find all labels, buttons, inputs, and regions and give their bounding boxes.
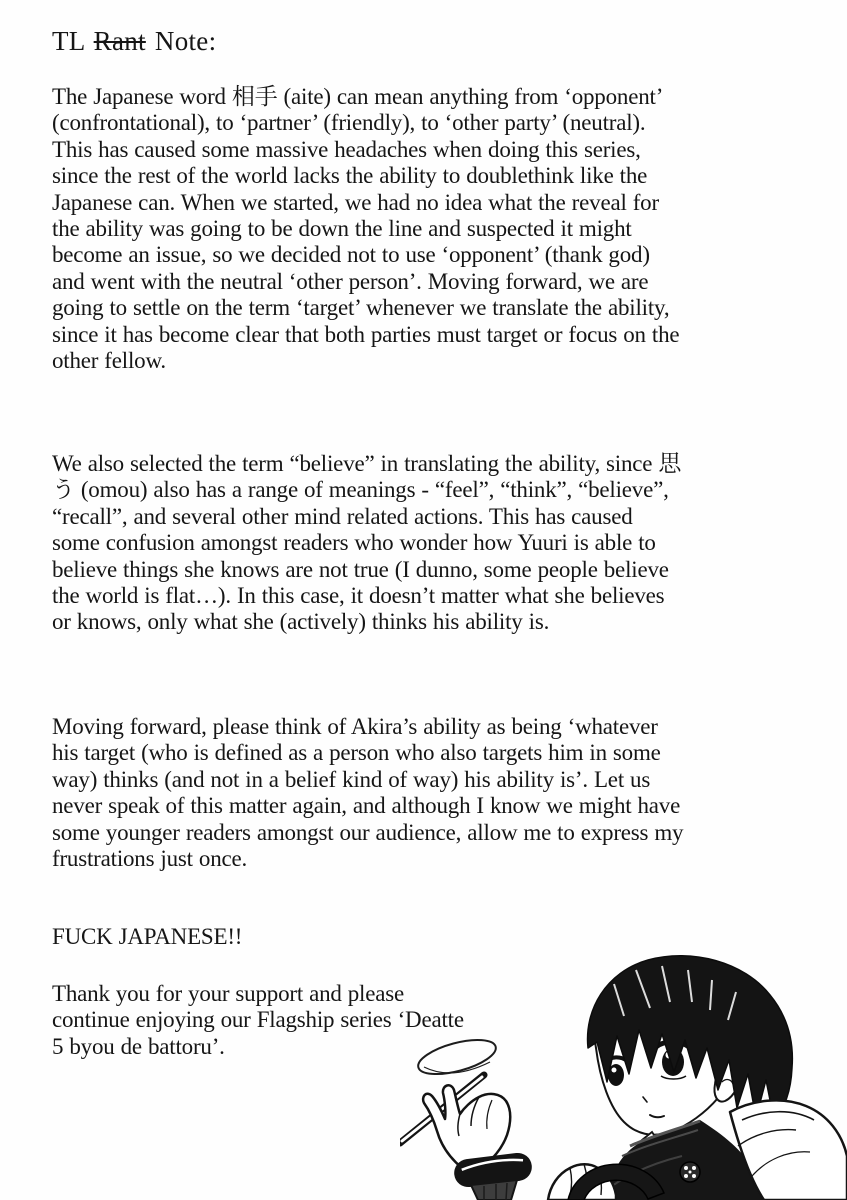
collar-badge-icon	[680, 1162, 700, 1182]
paragraph-believe-note: We also selected the term “believe” in translating the ability, since 思う (omou) also has a range of meanings - “feel”, “think”, “believe”, “recall”, and several other mind related actions. This has caused some confusion amongst readers who wonder how Yuuri is able to believe things she knows are not true (I dunno, some people believe the world is flat…). In this case, it doesn’t matter what she believes or knows, only what she (actively) thinks his ability is.	[52, 451, 682, 635]
manga-character-illustration	[400, 950, 847, 1200]
page-title	[52, 26, 216, 57]
title-prefix: TL	[52, 26, 92, 56]
paragraph-aite-note: The Japanese word 相手 (aite) can mean anything from ‘opponent’ (confrontational), to ‘partner’ (friendly), to ‘other party’ (neutral). This has caused some massive headaches when doing this series, since the rest of the world lacks the ability to doublethink like the Japanese can. When we started, we had no idea what the reveal for the ability was going to be down the line and suspected it might become an issue, so we decided not to use ‘opponent’ (thank god) and went with the neutral ‘other person’. Moving forward, we are going to settle on the term ‘target’ whenever we translate the ability, since it has become clear that both parties must target or focus on the other fellow.	[52, 84, 680, 374]
title-suffix: Note:	[147, 26, 217, 56]
paragraph-target-rule: Moving forward, please think of Akira’s ability as being ‘whatever his target (who is defined as a person who also targets him in some way) thinks (and not in a belief kind of way) his ability is’. Let us never speak of this matter again, and although I know we might have some younger readers amongst our audience, allow me to express my frustrations just once.	[52, 714, 684, 872]
paragraph-expletive: FUCK JAPANESE!!	[52, 924, 243, 949]
paragraph-thanks: Thank you for your support and please continue enjoying our Flagship series ‘Deatte 5 byou de battoru’.	[52, 981, 464, 1059]
title-struck-word: Rant	[93, 26, 146, 56]
